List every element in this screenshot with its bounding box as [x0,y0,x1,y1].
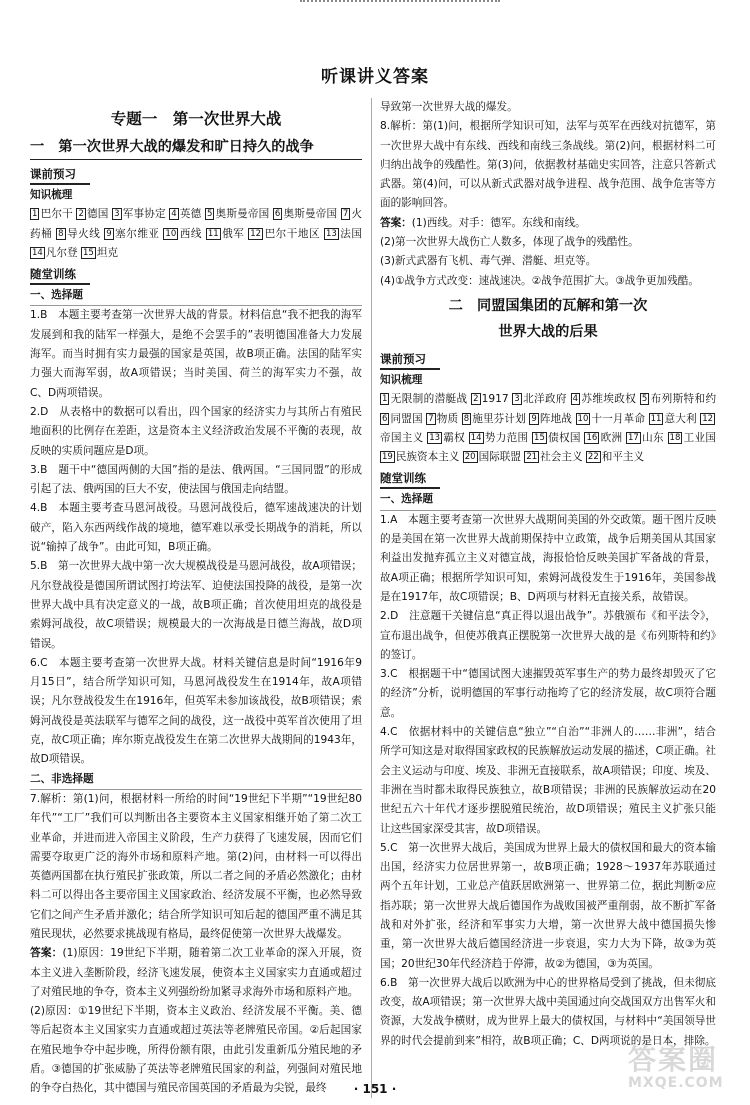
item-number: 11 [207,228,219,239]
item-text: 奥斯曼帝国 [283,208,338,221]
item-number: 6 [274,209,281,220]
item-number: 20 [464,452,476,463]
item-number: 9 [531,413,537,424]
answer-paragraph: 导致第一次世界大战的爆发。 [380,101,518,113]
item-text: 坦克 [96,246,118,259]
item-text: 山东 [641,431,664,444]
item-number: 12 [702,413,714,424]
item-text: 导火线 [66,227,101,240]
item-number: 16 [586,432,598,443]
item-text: 俄军 [221,227,245,240]
item-number: 11 [650,413,662,424]
item-text: 意大利 [664,412,697,425]
item-number: 9 [106,228,112,239]
item-text: 英德 [179,208,202,221]
item-number: 7 [342,209,349,220]
practice-tag: 随堂训练 [30,265,90,285]
item-text: 国际联盟 [478,451,521,464]
item-text: 物质 [436,412,459,425]
knowledge-item [532,432,581,444]
nonchoice-heading: 二、非选择题 [30,770,362,790]
item-number: 1 [382,394,388,405]
item-number: 2 [78,209,84,220]
knowledge-item [586,451,644,463]
item-number: 12 [250,228,262,239]
item-number: 15 [82,247,94,258]
item-text: 和平主义 [601,451,645,464]
knowledge-item [427,432,465,444]
item-number: 10 [165,228,177,239]
unit-title: 专题一 第一次世界大战 [110,110,282,128]
choice-heading: 一、选择题 [380,490,716,510]
item-number: 7 [428,413,434,424]
answer-paragraph: 3.C 根据题干中“德国试图大速摧毁英军事生产的势力最终却毁灭了它的经济”分析，说明德国的军事行动拖垮了它的经济发展，故C项符合题意。 [380,668,716,719]
knowledge-item [380,393,467,405]
choice-heading: 一、选择题 [30,286,362,306]
knowledge-item [30,208,73,220]
answer-text: (4)①战争方式改变：速战速决。②战争范围扩大。③战争更加残酷。 [380,274,699,287]
item-text: 阵地战 [539,412,573,425]
answer-label: 答案： [30,947,63,960]
item-text: 社会主义 [540,451,583,464]
answer-paragraph: 4.B 本题主要考查马恩河战役。马恩河战役后，德军速战速决的计划破产，陷入东西两线作战的境地，德军难以承受长期战争的消耗，所以说“输掉了战争”。由此可知，B项正确。 [30,502,362,554]
answer-paragraph: 6.C 本题主要考查第一次世界大战。材料关键信息是时间“1916年9月15日”，结合所学知识可知，马恩河战役发生在1914年，故A项错误；凡尔登战役发生在1916年，但英军未参加该战役，故B项错误；索姆河战役是英法联军与德军之间的战役，这一战役中英军首次使用了坦克，故C项正确；库尔斯克战役发生在第二次世界大战期间的1943年，故D项错误。 [30,656,362,766]
item-text: 欧洲 [600,431,623,444]
practice-tag: 随堂训练 [380,469,440,489]
item-text: 布列斯特和约 [650,393,717,406]
knowledge-item [163,228,202,240]
item-text: 势力范围 [484,431,529,444]
answer-paragraph: 1.A 本题主要考查第一次世界大战期间美国的外交政策。题干图片反映的是美国在第一次世界大战前期保持中立政策，战争后期美国从其国家利益出发抛弃孤立主义对德宣战，海报恰恰反映美国扩军备战的背景，故A项正确；根据所学知识可知，索姆河战役发生于1916年，美国参战是在1917年，故C项错误；B、D两项与材料无直接关系，故错误。 [380,513,716,603]
watermark-line2: MXQE.COM [628,1075,724,1091]
knowledge-heading: 知识梳理 [380,373,423,386]
item-number: 8 [463,413,470,424]
item-text: 施里芬计划 [472,412,526,425]
answer-paragraph: 5.C 第一次世界大战后，美国成为世界上最大的债权国和最大的资本输出国，经济实力位居世界第一，故B项正确；1928～1937年苏联通过两个五年计划，工业总产值跃居欧洲第一、世界第二位，据此判断②应指苏联；第一次世界大战后德国作为战败国被严重削弱，故不断扩军备战和对外扩张，经济和军事实力大增，第一次世界大战中德国损失惨重，第一次世界大战后德国经济进一步衰退，实力大为下降，故③为英国；20世纪30年代经济趋于停滞，故②为德国，③为英国。 [380,841,716,970]
item-number: 5 [641,394,648,405]
knowledge-item [30,247,78,259]
item-text: 德国 [86,208,109,221]
knowledge-item [463,451,521,463]
item-number: 3 [514,394,520,405]
knowledge-item [626,432,664,444]
knowledge-item [512,393,567,405]
knowledge-item [529,413,572,425]
header-dotted-rule [300,0,500,8]
left-column [30,98,362,1099]
item-number: 10 [577,413,589,424]
knowledge-item [668,432,716,444]
answer-text: (1)西线。对手：德军。东线和南线。 [411,216,586,229]
item-number: 8 [58,228,64,239]
knowledge-item [205,208,269,220]
knowledge-item [649,413,697,425]
item-number: 18 [669,432,681,443]
item-number: 4 [171,209,177,220]
knowledge-item [380,451,459,463]
item-number: 15 [534,432,545,443]
knowledge-item [462,413,526,425]
item-text: 霸权 [443,431,466,444]
knowledge-item [248,228,320,240]
page-number: · 151 · [353,1082,397,1096]
item-text: 塞尔维亚 [114,227,160,240]
answer-paragraph: 5.B 第一次世界大战中第一次大规模战役是马恩河战役，故A项错误；凡尔登战役是德国所谓试图打垮法军、迫使法国投降的战役，是第一次世界大战中具有决定意义的一战，故B项正确；首次使用坦克的战役是索姆河战役，故C项错误；规模最大的一次海战是日德兰海战，故D项错误。 [30,560,362,650]
item-text: 凡尔登 [45,246,78,259]
item-text: 债权国 [547,431,581,444]
knowledge-item [56,228,100,240]
watermark-line1: 答案圈 [628,1043,719,1076]
knowledge-item [471,393,508,405]
item-number: 14 [470,432,482,443]
preview-tag: 课前预习 [30,165,90,185]
answer-text: (2)第一次世界大战伤亡人数多，体现了战争的残酷性。 [380,236,639,249]
item-number: 22 [587,452,599,463]
item-number: 6 [382,413,388,424]
answer-paragraph: 1.B 本题主要考查第一次世界大战的背景。材料信息“我不把我的海军发展到和我的陆军一样强大，是绝不会罢手的”表明德国准备大力发展海军。而当时拥有实力最强的国家是英国，故B项正确。法国的陆军实力强大而海军弱，故A项错误；当时美国、荷兰的海军实力不强，故C、D两项错误。 [30,309,362,399]
item-text: 巴尔干 [40,208,73,221]
lesson-title-line2: 世界大战的后果 [498,323,598,340]
item-number: 13 [429,432,441,443]
knowledge-item [206,228,245,240]
answer-text: (1)原因：19世纪下半期，随着第二次工业革命的深入开展，资本主义进入垄断阶段，经济飞速发展，使资本主义国家实力直通或超过了对殖民地的争夺，资本主义列强纷纷加紧寻求海外市场和原料产地。 [30,947,363,998]
item-text: 工业国 [683,431,717,444]
knowledge-list [30,205,362,263]
item-number: 19 [382,452,393,463]
knowledge-item [640,393,716,405]
knowledge-item [571,393,637,405]
answer-paragraph: 7.解析：第(1)问，根据材料一所给的时间“19世纪下半期”“19世纪80年代”“工厂”我们可以判断出各主要资本主义国家相继开始了第二次工业革命，并进而进入帝国主义阶段，生产力获得了飞速发展，因而它们需要夺取更广泛的海外市场和原料产地。第(2)问，由材料一可以得出英德两国都在执行殖民扩张政策，所以二者之间的矛盾必然激化；由材料二可以得出各主要帝国主义国家政治、经济发展不平衡，也必然导致它们之间产生矛盾并激化；结合所学知识可知后起的德国严重不满足其殖民现状，必然要求挑战现有格局，最终促使第一次世界大战爆发。 [30,792,362,940]
answer-paragraph: 6.B 第一次世界大战后以欧洲为中心的世界格局受到了挑战，但未彻底改变，故A项错误；第一次世界大战中美国通过向交战国双方出售军火和资源，大发战争横财，成为世界上最大的债权国，与材料中“美国领导世界的时代会提前到来”相符，故B项正确；C、D两项说的是日本，排除。 [380,976,716,1047]
watermark-logo [628,1045,738,1100]
knowledge-heading: 知识梳理 [30,189,73,201]
answer-paragraph: 3.B 题干中“德国两侧的大国”指的是法、俄两国。“三国同盟”的形成引起了法、俄两国的巨大不安，使法国与俄国走向结盟。 [30,463,362,496]
item-text: 巴尔干地区 [264,227,321,240]
answer-paragraph: 2.D 注意题干关键信息“真正得以退出战争”。苏俄颁布《和平法令》，宣布退出战争，但使苏俄真正摆脱第一次世界大战的是《布列斯特和约》的签订。 [380,610,716,661]
item-text: 帝国主义 [380,431,424,444]
item-number: 13 [325,228,337,239]
answer-block [30,944,362,1002]
item-number: 4 [572,394,579,405]
knowledge-item [324,228,362,240]
item-text: 火药桶 [30,208,363,240]
item-number: 21 [526,452,538,463]
knowledge-item [273,208,337,220]
item-text: 苏维埃政权 [581,393,637,406]
column-divider [371,98,372,1098]
knowledge-item [104,228,159,240]
knowledge-item [169,208,201,220]
answer-paragraph: 8.解析：第(1)问，根据所学知识可知，法军与英军在西线对抗德军，第一次世界大战中有东线、西线和南线三条战线。第(2)问，根据材料二可归纳出战争的残酷性。第(3)问，依据教材基础史实回答，注意只答新式武器。第(4)问，可以从新式武器对战争进程、战争范围、战争危害等方面的影响回答。 [380,120,716,210]
right-column [380,98,716,1051]
answer-paragraph: 2.D 从表格中的数据可以看出，四个国家的经济实力与其所占有殖民地面积的比例存在差距，这是资本主义经济政治发展不平衡的表现，故反映的实质问题应是D项。 [30,405,362,457]
item-number: 2 [473,394,479,405]
item-text: 同盟国 [390,412,423,425]
item-text: 1917 [481,393,509,406]
item-text: 无限制的潜艇战 [390,393,468,406]
knowledge-item [76,208,108,220]
item-text: 军事协定 [122,208,166,221]
item-text: 法国 [339,227,362,240]
item-number: 3 [114,209,120,220]
item-number: 5 [206,209,213,220]
preview-tag: 课前预习 [380,350,440,370]
item-text: 民族资本主义 [395,451,460,464]
item-text: 西线 [179,227,202,240]
answer-label: 答案： [380,216,412,229]
item-text: 北洋政府 [522,393,567,406]
item-number: 17 [628,432,639,443]
item-text: 十一月革命 [591,412,646,425]
answer-text: (3)新式武器有飞机、毒气弹、潜艇、坦克等。 [380,255,597,268]
item-number: 1 [32,209,38,220]
knowledge-item [584,432,622,444]
knowledge-item [469,432,529,444]
knowledge-item [380,413,423,425]
knowledge-item [81,247,118,259]
item-text: 奥斯曼帝国 [215,208,270,221]
answer-text: (2)原因：①19世纪下半期，资本主义政治、经济发展不平衡。美、德等后起资本主义国家实力直通或超过英法等老牌殖民帝国。②后起国家在殖民地争夺中起步晚，所得份额有限，由此引发重新瓜分殖民地的矛盾。③德国的扩张威胁了英法等老牌殖民国家的利益，列强间对殖民地的争夺白热化，其中德国与殖民帝国英国的矛盾最为尖锐，最终 [30,1005,362,1095]
knowledge-item [524,451,582,463]
knowledge-list [380,390,716,467]
answer-block [380,214,716,233]
knowledge-item [112,208,166,220]
knowledge-item [576,413,646,425]
lesson-title: 一 第一次世界大战的爆发和旷日持久的战争 [30,136,362,160]
page-title: 听课讲义答案 [321,67,429,87]
lesson-title: 二 同盟国集团的瓦解和第一次 [448,297,648,314]
item-number: 14 [32,247,43,258]
answer-paragraph: 4.C 依据材料中的关键信息“独立”“自治”“非洲人的……非洲”，结合所学可知这是对取得国家政权的民族解放运动发展的描述，C项正确。社会主义运动与印度、埃及、非洲无直接联系，故A项错误；印度、埃及、非洲在当时都未取得民族独立，故B项错误；非洲的民族解放运动在20世纪五六十年代才逐步摆脱殖民统治，故D项错误；殖民主义扩张只能让这些国家深受其害，故D项错误。 [380,726,716,835]
knowledge-item [426,413,458,425]
